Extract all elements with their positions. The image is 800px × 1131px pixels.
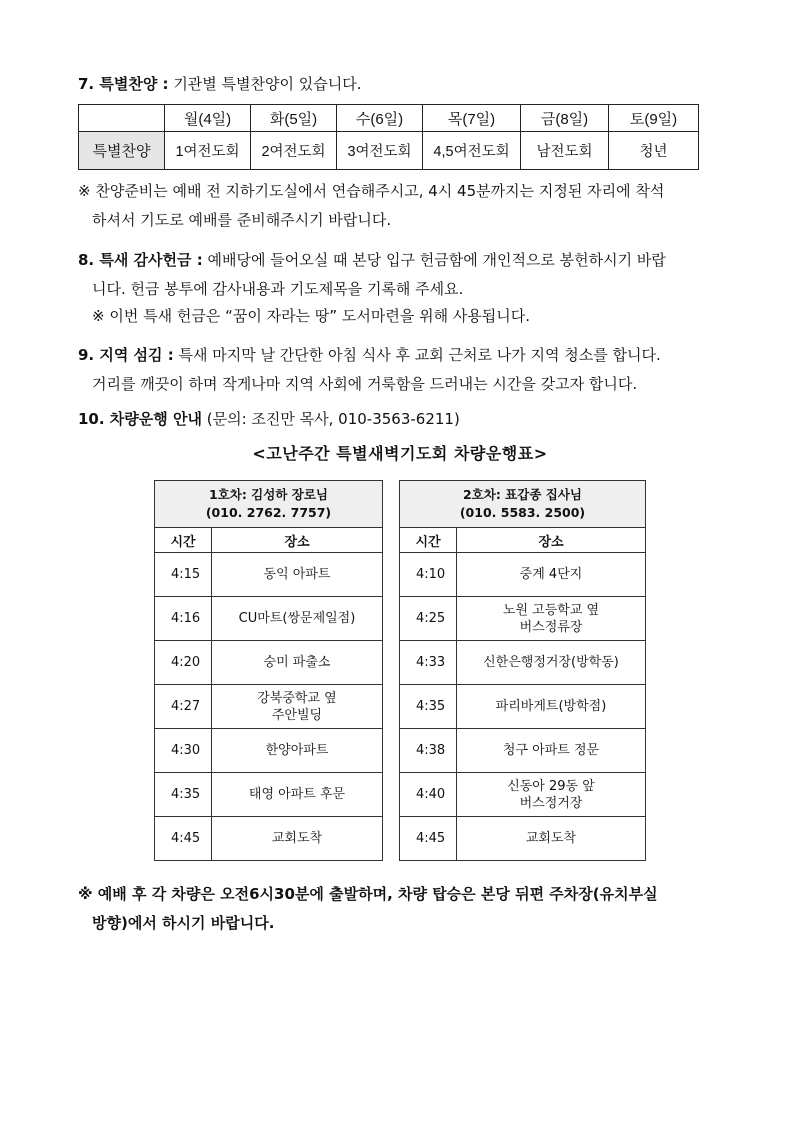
vehicle-2-table [399,480,646,861]
section-10-heading: 10. 차량운행 안내 [78,410,202,428]
vehicle-2-driver-cell [400,481,646,528]
chant-group-tue: 2여전도회 [251,132,337,170]
stop-time: 4:30 [155,729,212,773]
section-8-note: ※ 이번 특새 헌금은 “꿈이 자라는 땅” 도서마련을 위해 사용됩니다. [92,307,531,325]
stop-place: 동익 아파트 [212,553,383,597]
footer-note-2: 방향)에서 하시기 바랍니다. [92,914,275,932]
stop-time: 4:15 [155,553,212,597]
vehicle-2-phone: (010. 5583. 2500) [459,505,586,520]
chant-day-sat: 토(9일) [609,105,699,132]
section-10-line [78,409,460,429]
stop-time: 4:45 [155,817,212,861]
stop-place: 신동아 29동 앞 버스정거장 [457,773,646,817]
chant-group-thu: 4,5여전도회 [423,132,521,170]
section-8-line-1 [78,250,666,270]
section-9-heading: 9. 지역 섬김 : [78,346,174,364]
section-9-text-1: 특새 마지막 날 간단한 아침 식사 후 교회 근처로 나가 지역 청소를 합니다. [173,346,661,364]
stop-time: 4:40 [400,773,457,817]
section-8-text-1: 예배당에 들어오실 때 본당 입구 헌금함에 개인적으로 봉헌하시기 바랍 [202,251,666,269]
vehicle-1-col-time: 시간 [155,528,212,553]
stop-place: 한양아파트 [212,729,383,773]
chant-day-tue: 화(5일) [251,105,337,132]
stop-place: 청구 아파트 정문 [457,729,646,773]
chant-day-thu: 목(7일) [423,105,521,132]
section-8-line-2: 니다. 헌금 봉투에 감사내용과 기도제목을 기록해 주세요. [92,280,464,298]
vehicle-1-driver-cell [155,481,383,528]
section-7-text: 기관별 특별찬양이 있습니다. [168,75,362,93]
stop-time: 4:38 [400,729,457,773]
footer-note-1: ※ 예배 후 각 차량은 오전6시30분에 출발하며, 차량 탑승은 본당 뒤편 주차장(유치부실 [78,885,658,903]
stop-time: 4:27 [155,685,212,729]
vehicle-1-table [154,480,383,861]
chant-group-fri: 남전도회 [521,132,609,170]
stop-time: 4:20 [155,641,212,685]
section-7-note-1: ※ 찬양준비는 예배 전 지하기도실에서 연습해주시고, 4시 45분까지는 지정된 자리에 착석 [78,182,665,200]
stop-place: 강북중학교 옆 주안빌딩 [212,685,383,729]
stop-time: 4:35 [155,773,212,817]
chant-day-mon: 월(4일) [165,105,251,132]
stop-time: 4:10 [400,553,457,597]
vehicle-1-phone: (010. 2762. 7757) [205,505,332,520]
stop-place: CU마트(쌍문제일점) [212,597,383,641]
chant-group-sat: 청년 [609,132,699,170]
section-9-line-2: 거리를 깨끗이 하며 작게나마 지역 사회에 거룩함을 드러내는 시간을 갖고자 합니다. [92,375,638,393]
section-10-contact: (문의: 조진만 목사, 010-3563-6211) [201,410,460,428]
section-7-note-2: 하셔서 기도로 예배를 준비해주시기 바랍니다. [92,211,392,229]
special-chant-table [78,104,699,170]
section-8-heading: 8. 특새 감사헌금 : [78,251,203,269]
section-7-heading: 7. 특별찬양 : [78,75,169,93]
vehicle-2-driver: 2호차: 표갑종 집사님 [462,487,582,502]
chant-row-label: 특별찬양 [79,132,165,170]
schedule-title: <고난주간 특별새벽기도회 차량운행표> [252,444,548,463]
section-7-line [78,74,362,94]
vehicle-1-col-place: 장소 [212,528,383,553]
stop-place: 태영 아파트 후문 [212,773,383,817]
chant-group-mon: 1여전도회 [165,132,251,170]
stop-place: 숭미 파출소 [212,641,383,685]
stop-time: 4:16 [155,597,212,641]
stop-time: 4:33 [400,641,457,685]
vehicle-2-col-place: 장소 [457,528,646,553]
chant-day-wed: 수(6일) [337,105,423,132]
section-9-line-1 [78,345,661,365]
chant-group-wed: 3여전도회 [337,132,423,170]
stop-place: 신한은행정거장(방학동) [457,641,646,685]
chant-day-fri: 금(8일) [521,105,609,132]
stop-place: 중계 4단지 [457,553,646,597]
vehicle-2-col-time: 시간 [400,528,457,553]
vehicle-1-driver: 1호차: 김성하 장로님 [208,487,328,502]
stop-place: 노원 고등학교 옆 버스정류장 [457,597,646,641]
stop-place: 교회도착 [212,817,383,861]
stop-time: 4:25 [400,597,457,641]
stop-time: 4:35 [400,685,457,729]
chant-header-blank [79,105,165,132]
stop-place: 교회도착 [457,817,646,861]
stop-place: 파리바게트(방학점) [457,685,646,729]
stop-time: 4:45 [400,817,457,861]
